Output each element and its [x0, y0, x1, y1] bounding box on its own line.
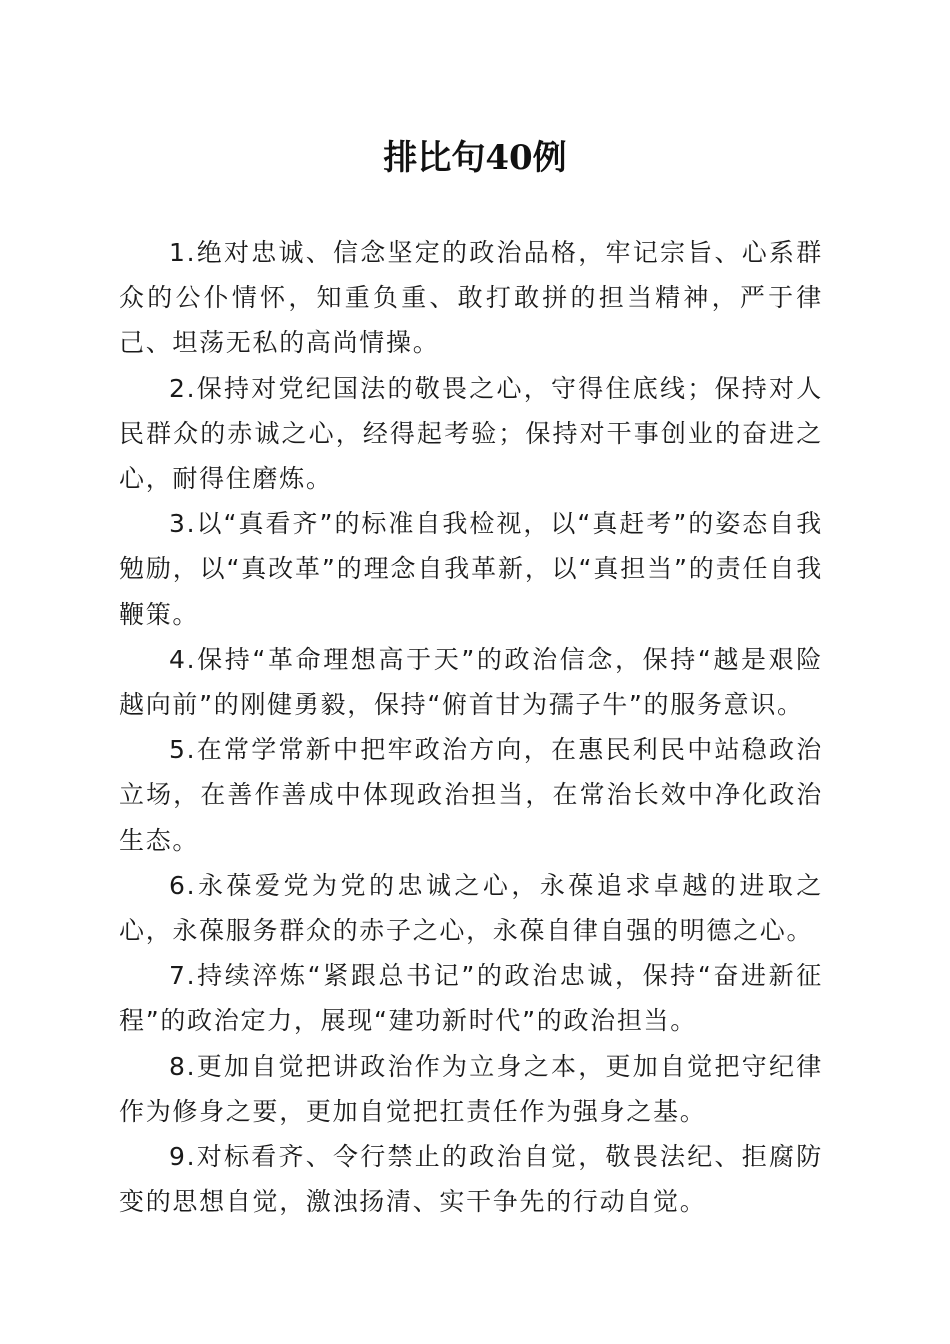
paragraph-8: 8.更加自觉把讲政治作为立身之本，更加自觉把守纪律作为修身之要，更加自觉把扛责任作为强身之基。: [119, 1051, 823, 1126]
paragraph-7: 7.持续淬炼“紧跟总书记”的政治忠诚，保持“奋进新征程”的政治定力，展现“建功新时代”的政治担当。: [119, 961, 823, 1036]
paragraph-4: 4.保持“革命理想高于天”的政治信念，保持“越是艰险越向前”的刚健勇毅，保持“俯首甘为孺子牛”的服务意识。: [119, 644, 823, 720]
document-title: 排比句40例: [383, 138, 567, 178]
document-body: [119, 230, 823, 1224]
paragraph-3: 3.以“真看齐”的标准自我检视，以“真赶考”的姿态自我勉励，以“真改革”的理念自我革新，以“真担当”的责任自我鞭策。: [119, 509, 823, 629]
paragraph-9: 9.对标看齐、令行禁止的政治自觉，敬畏法纪、拒腐防变的思想自觉，激浊扬清、实干争先的行动自觉。: [119, 1142, 823, 1217]
paragraph-5: 5.在常学常新中把牢政治方向，在惠民利民中站稳政治立场，在善作善成中体现政治担当，在常治长效中净化政治生态。: [119, 735, 823, 855]
paragraph-1: 1.绝对忠诚、信念坚定的政治品格，牢记宗旨、心系群众的公仆情怀，知重负重、敢打敢拼的担当精神，严于律己、坦荡无私的高尚情操。: [119, 238, 823, 358]
paragraph-2: 2.保持对党纪国法的敬畏之心，守得住底线；保持对人民群众的赤诚之心，经得起考验；保持对干事创业的奋进之心，耐得住磨炼。: [119, 373, 823, 494]
paragraph-6: 6.永葆爱党为党的忠诚之心，永葆追求卓越的进取之心，永葆服务群众的赤子之心，永葆自律自强的明德之心。: [119, 870, 823, 946]
